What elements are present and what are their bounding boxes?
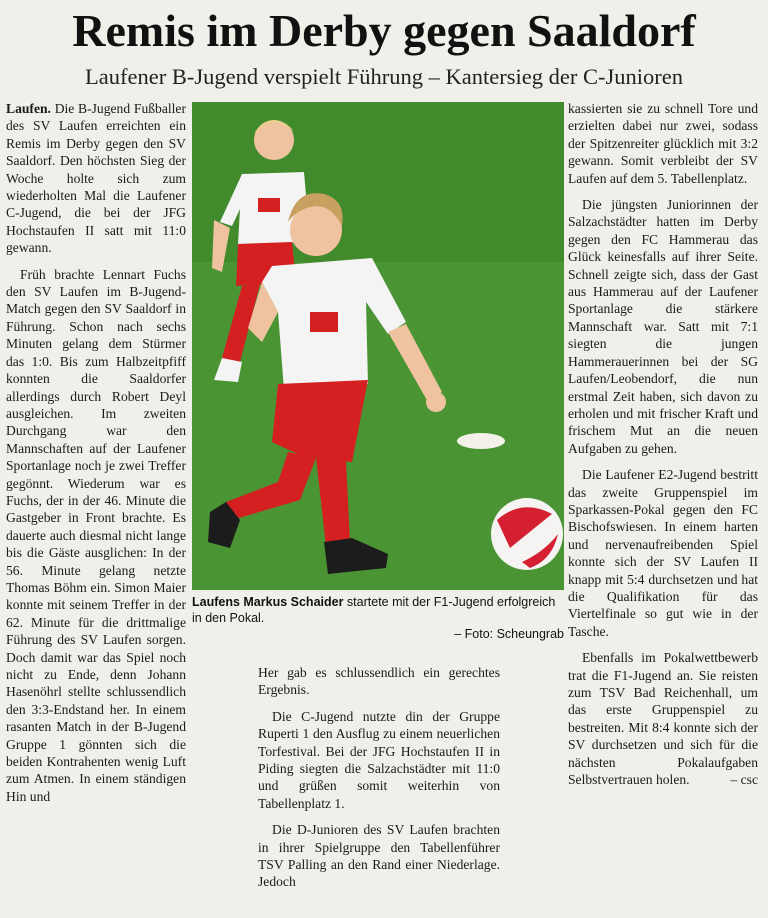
training-cone xyxy=(457,433,505,449)
headline: Remis im Derby gegen Saaldorf xyxy=(72,5,696,56)
paragraph-d-junioren: Die D-Junioren des SV Laufen brachten in ihrer Spielgruppe den Tabellenführer TSV Palling an den Rand einer Niederlage. Jedoch xyxy=(258,822,500,890)
paragraph-c-jugend: Die C-Jugend nutzte din der Gruppe Ruperti 1 den Ausflug zu einem neuerlichen Torfestival. Bei der JFG Hochstaufen II in Piding siegten die Salzachstädter mit 11:0 und grüßen somit weiterhin von Tabellenplatz 1. xyxy=(258,708,500,811)
paragraph-continuation: Her gab es schlussendlich ein gerechtes Ergebnis. xyxy=(258,665,500,698)
text-column-left xyxy=(6,100,186,814)
text-column-right xyxy=(568,100,758,797)
dateline: Laufen. xyxy=(6,101,51,116)
paragraph-d-continuation: kassierten sie zu schnell Tore und erzielten dabei nur zwei, sodass der Spitzenreiter glücklich mit 3:2 gewann. Somit verbleibt der SV Laufen auf dem 5. Tabellenplatz. xyxy=(568,101,758,186)
f1-text: Ebenfalls im Pokalwettbewerb trat die F1-Jugend an. Sie reisten zum TSV Bad Reichenhall, um das erste Gruppenspiel zu bestreiten. Mit 8:4 konnte sich der SV durchsetzen und sich für die nächsten Pokalaufgaben Selbstvertrauen holen. xyxy=(568,650,758,788)
intro-text: Die B-Jugend Fußballer des SV Laufen erreichten ein Remis im Derby gegen den SV Saaldorf. Den höchsten Sieg der Woche holte sich zum wiederholten Mal die Laufener C-Jugend, die bei der JFG Hochstaufen II satt mit 11:0 gewann. xyxy=(6,101,186,256)
photo-illustration xyxy=(192,102,564,590)
photo-caption xyxy=(192,594,564,642)
paragraph-intro xyxy=(6,100,186,257)
paragraph-b-jugend: Früh brachte Lennart Fuchs den SV Laufen im B-Jugend-Match gegen den SV Saaldorf in Führung. Schon nach sechs Minuten gelang dem Stürmer das 1:0. Bis zum Halbzeitpfiff konnten die Saaldorfer allerdings durch Robert Deyl ausgleichen. Im zweiten Durchgang war den Mannschaften auf der Laufener Sportanlage noch je zwei Treffer gegönnt. Wiederum war es Fuchs, der in der 46. Minute die Gastgeber in Front brachte. Es dauerte auch diesmal nicht lange bis die Gäste ausglichen: In der 56. Minute gelang netzte Thomas Böhm ein. Simon Maier konnte mit seinem Treffer in der 62. Minute für die drittmalige Führung des SV Laufen sorgen. Doch damit war das Spiel noch nicht zu Ende, denn Johann Hasenöhrl stellte schlussendlich den 3:3-Endstand her. In einem rasanten Match in der B-Jugend Gruppe 1 gönnten sich die beiden Kontrahenten wenig Luft zum Atmen. In einem ständigen Hin und xyxy=(6,266,186,804)
photo-young-soccer-player xyxy=(192,102,564,590)
subheadline: Laufener B-Jugend verspielt Führung – Kantersieg der C-Junioren xyxy=(85,64,683,89)
paragraph-f1-jugend xyxy=(568,649,758,788)
photo-credit: – Foto: Scheungrab xyxy=(454,627,564,641)
soccer-ball xyxy=(491,498,563,570)
caption-player-name: Laufens Markus Schaider xyxy=(192,595,344,609)
paragraph-juniorinnen: Die jüngsten Juniorinnen der Salzachstädter hatten im Derby gegen den FC Hammerau das Glück keinesfalls auf ihrer Seite. Schnell zeigte sich, dass der Gast aus Hammerau auf der Laufener Sportanlage die stärkere Mannschaft war. Satt mit 7:1 siegten die jungen Hammerauerinnen bei der SG Laufen/Leobendorf, die nun erstmal Zeit haben, sich davon zu erholen und mit frischer Kraft und frischem Mut an die neuen Aufgaben zu gehen. xyxy=(568,197,758,456)
author-mark: – csc xyxy=(730,772,758,788)
paragraph-e2-jugend: Die Laufener E2-Jugend bestritt das zweite Gruppenspiel im Sparkassen-Pokal gegen den FC Bischofswiesen. In einem harten und nervenaufreibenden Spiel konnte sich der SV Laufen II knapp mit 5:4 durchsetzen und hat die Qualifikation für das Viertelfinale so gut wie in der Tasche. xyxy=(568,467,758,639)
text-column-middle xyxy=(258,664,500,900)
caption-text: startete mit der F1-Jugend erfolgreich in den Pokal. xyxy=(192,595,556,625)
